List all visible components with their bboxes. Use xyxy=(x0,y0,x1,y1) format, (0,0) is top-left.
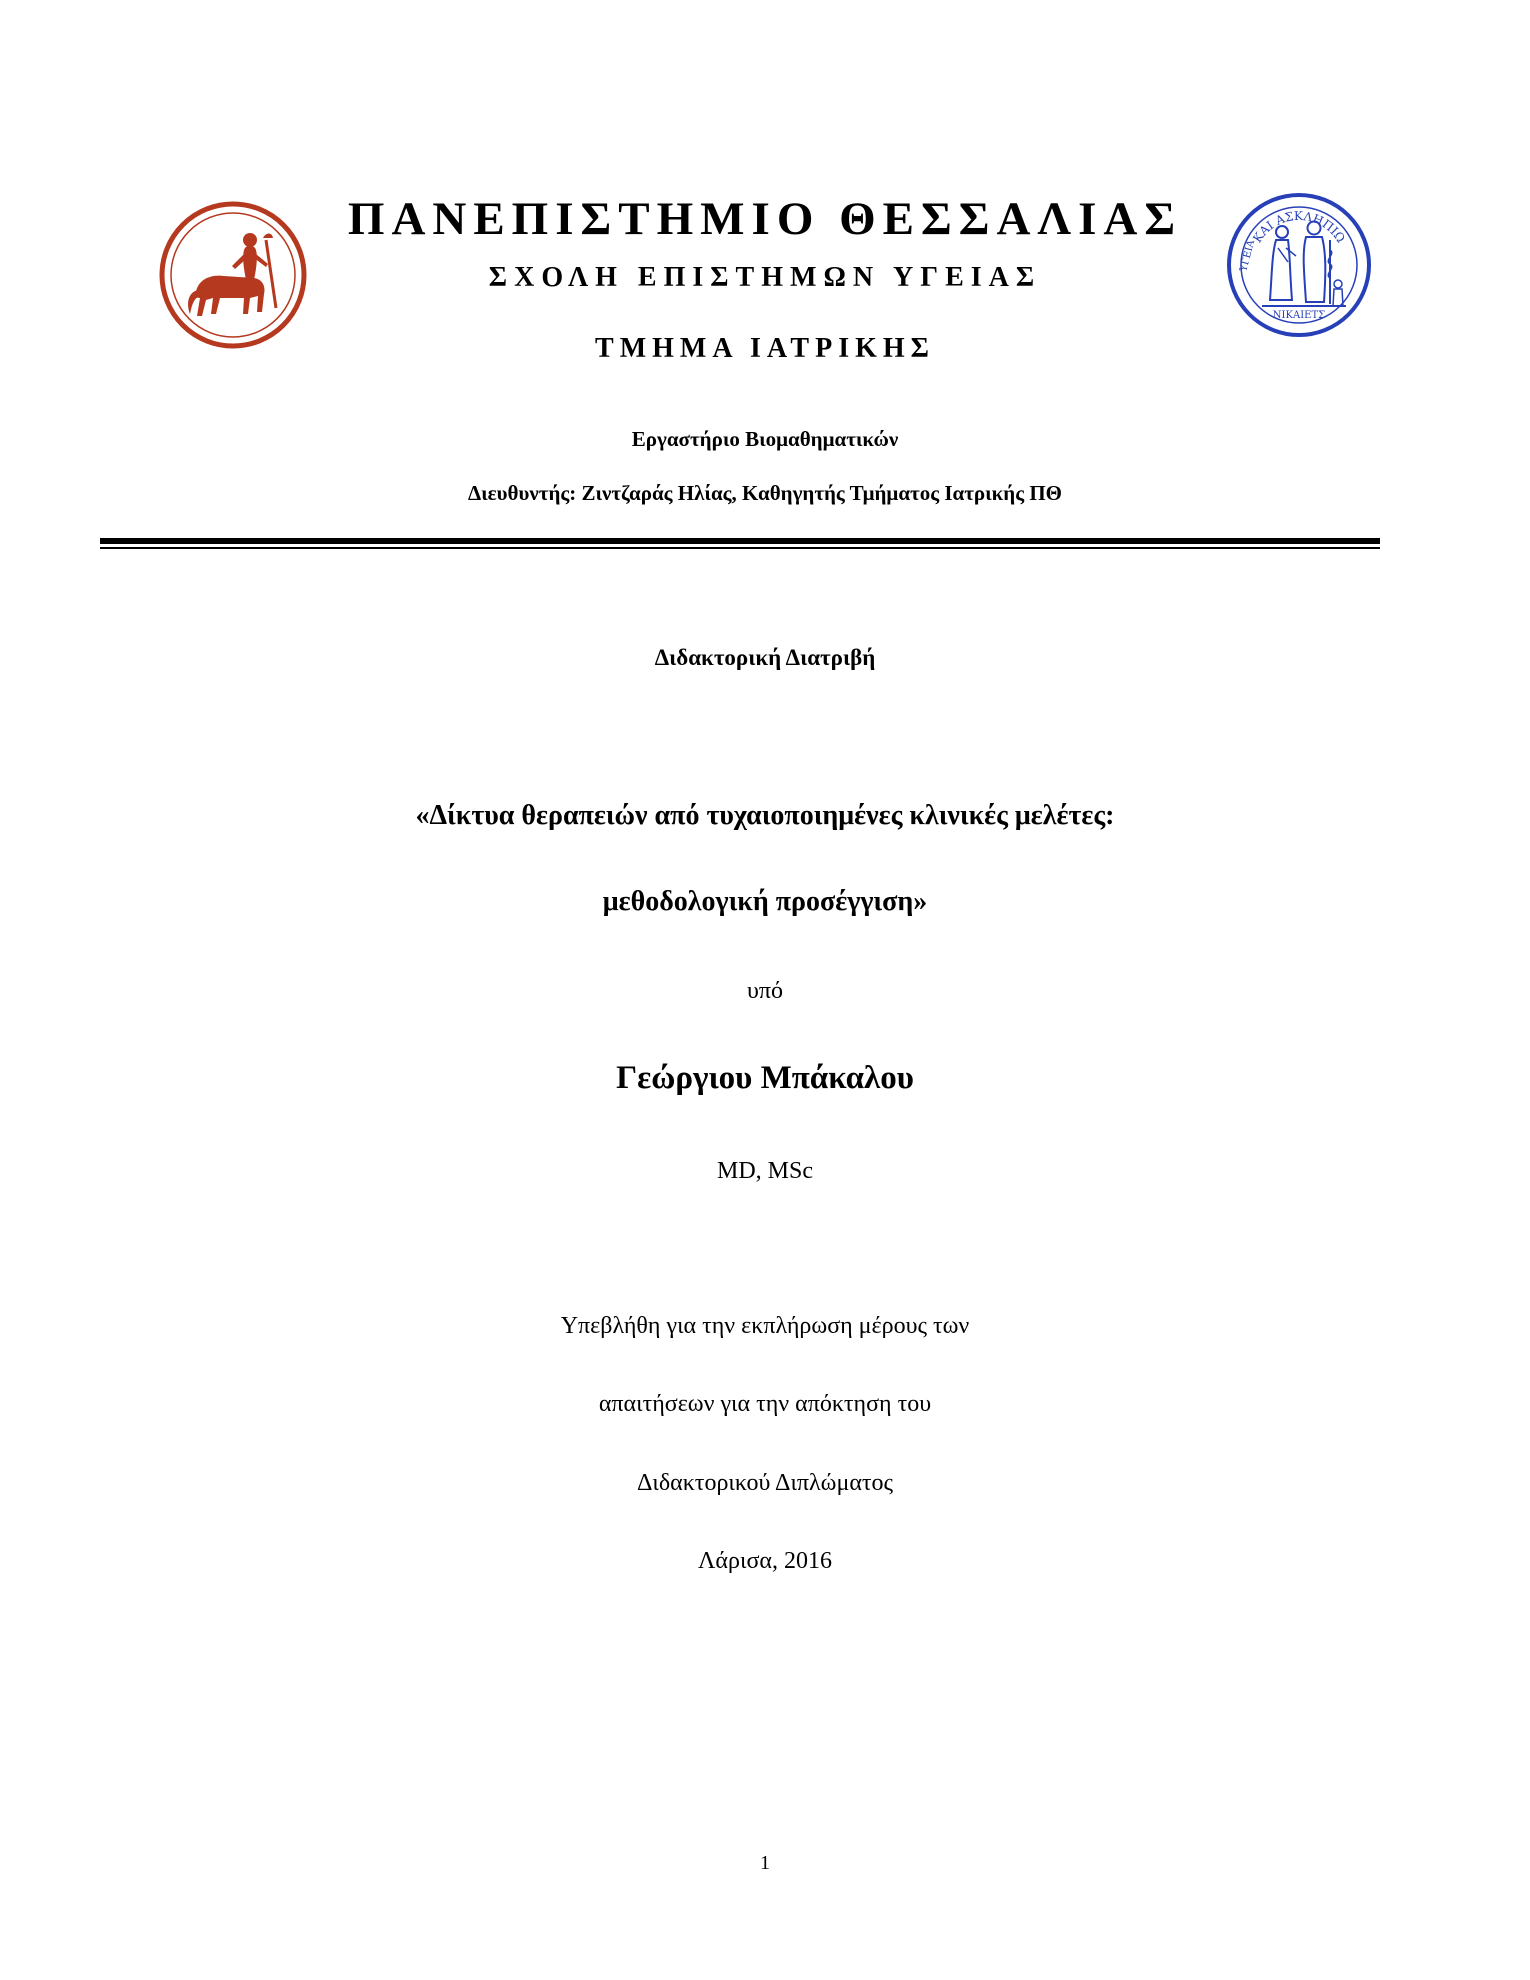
director-line: Διευθυντής: Ζιντζαράς Ηλίας, Καθηγητής Τμήματος Ιατρικής ΠΘ xyxy=(467,481,1063,505)
by-label: υπό xyxy=(747,978,783,1004)
laboratory-name: Εργαστήριο Βιομαθηματικών xyxy=(631,427,899,451)
author-name: Γεώργιου Μπάκαλου xyxy=(616,1060,914,1096)
place-and-date: Λάρισα, 2016 xyxy=(698,1548,832,1574)
seal-text-top: ΚΑΙ ΑΣΚΛΗΠΙΩ xyxy=(1250,208,1348,246)
page-number: 1 xyxy=(760,1852,770,1874)
university-name: ΠΑΝΕΠΙΣΤΗΜΙΟ ΘΕΣΣΑΛΙΑΣ xyxy=(347,193,1183,245)
school-name: ΣΧΟΛΗ ΕΠΙΣΤΗΜΩΝ ΥΓΕΙΑΣ xyxy=(488,262,1042,293)
author-degrees: MD, MSc xyxy=(716,1158,813,1184)
submission-statement-line-3: Διδακτορικού Διπλώματος xyxy=(636,1470,894,1496)
submission-statement-line-2: απαιτήσεων για την απόκτηση του xyxy=(598,1391,932,1417)
seal-text-left: ΥΓΕΙΑ xyxy=(1238,239,1258,273)
department-name: ΤΜΗΜΑ ΙΑΤΡΙΚΗΣ xyxy=(595,333,935,364)
header-divider-thin xyxy=(100,547,1380,549)
document-type: Διδακτορική Διατριβή xyxy=(654,645,876,670)
thesis-title-line-1: «Δίκτυα θεραπειών από τυχαιοποιημένες κλινικές μελέτες: xyxy=(415,800,1115,831)
header-divider-thick xyxy=(100,538,1380,544)
submission-statement-line-1: Υπεβλήθη για την εκπλήρωση μέρους των xyxy=(560,1313,970,1339)
seal-text-bottom: ΝΙΚΑΙΕΤΣ xyxy=(1272,310,1326,321)
thesis-title-line-2: μεθοδολογική προσέγγιση» xyxy=(602,886,928,917)
